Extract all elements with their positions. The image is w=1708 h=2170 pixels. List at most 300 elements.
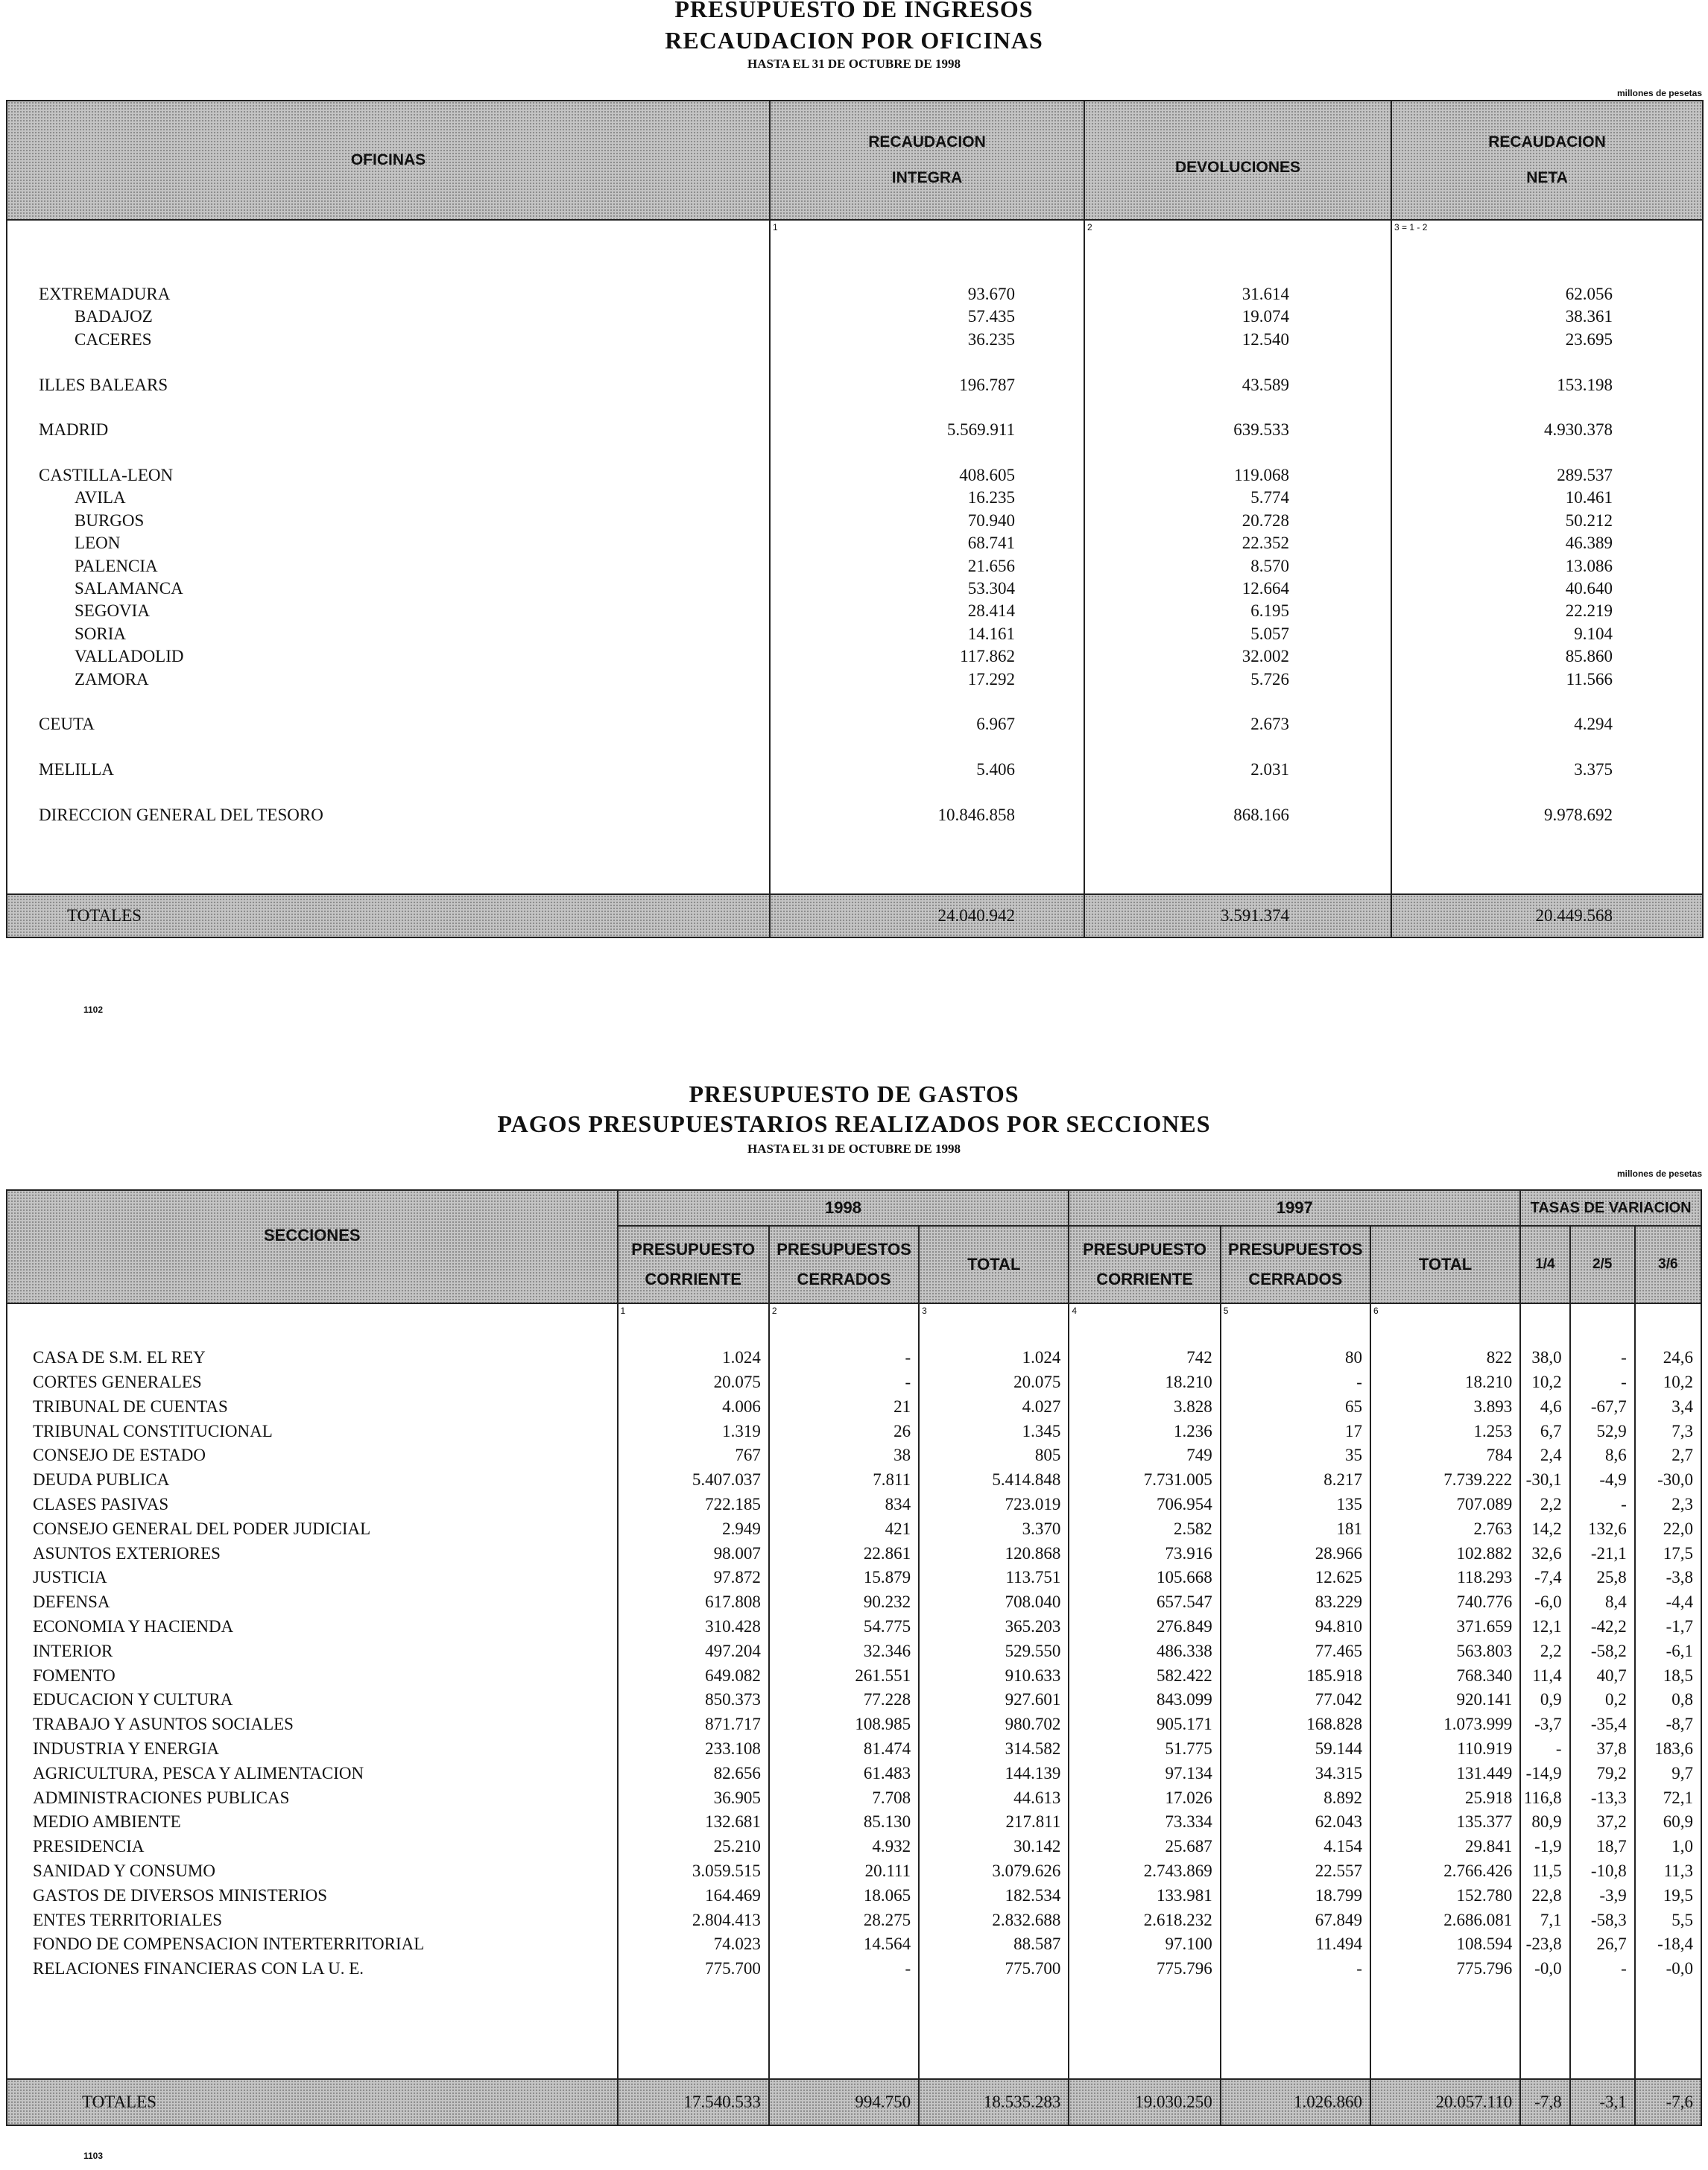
pres-cerrados-1997: 8.892 <box>1221 1785 1370 1810</box>
col-number: 1 <box>770 220 1084 238</box>
col-number: 2 <box>1084 220 1391 238</box>
tasa-2-5: 79,2 <box>1570 1761 1635 1785</box>
pres-corriente-1997: 18.210 <box>1069 1370 1220 1395</box>
table-row <box>7 713 1703 736</box>
pres-cerrados-1997: 11.494 <box>1221 1932 1370 1957</box>
pres-corriente-1998: 98.007 <box>618 1541 769 1566</box>
pres-corriente-1997: 657.547 <box>1069 1590 1220 1615</box>
tasa-1-4: 0,9 <box>1520 1688 1569 1712</box>
pres-cerrados-1998: 834 <box>769 1493 919 1517</box>
total-1998: 775.700 <box>919 1957 1069 1981</box>
page-number: 1102 <box>83 1005 104 1015</box>
table-row <box>7 1883 1701 1908</box>
table-row <box>7 1516 1701 1541</box>
tasa-1-4: 80,9 <box>1520 1810 1569 1835</box>
seccion-name: ECONOMIA Y HACIENDA <box>7 1615 618 1639</box>
pres-cerrados-1997: 18.799 <box>1221 1883 1370 1908</box>
pres-corriente-1998: 767 <box>618 1443 769 1468</box>
tasa-2-5: - <box>1570 1370 1635 1395</box>
table-row <box>7 578 1703 600</box>
col-number: 4 <box>1069 1303 1220 1321</box>
tasa-2-5: - <box>1570 1493 1635 1517</box>
oficina-name: AVILA <box>7 487 770 509</box>
recaudacion-integra: 14.161 <box>770 623 1084 645</box>
recaudacion-integra: 36.235 <box>770 329 1084 351</box>
col-number: 5 <box>1221 1303 1370 1321</box>
table-row <box>7 1932 1701 1957</box>
gastos-table <box>6 1189 1702 2126</box>
pres-corriente-1997: 97.100 <box>1069 1932 1220 1957</box>
seccion-name: SANIDAD Y CONSUMO <box>7 1859 618 1884</box>
header-tasa-1-4: 1/4 <box>1520 1226 1569 1303</box>
pres-corriente-1998: 25.210 <box>618 1835 769 1859</box>
pres-corriente-1998: 82.656 <box>618 1761 769 1785</box>
pres-cerrados-1997: - <box>1221 1957 1370 1981</box>
table-row <box>7 1615 1701 1639</box>
pres-cerrados-1998: - <box>769 1957 919 1981</box>
devoluciones: 20.728 <box>1084 510 1391 532</box>
pres-corriente-1998: 1.319 <box>618 1419 769 1443</box>
total-1998: 5.414.848 <box>919 1468 1069 1493</box>
seccion-name: TRIBUNAL CONSTITUCIONAL <box>7 1419 618 1443</box>
recaudacion-integra: 10.846.858 <box>770 804 1084 826</box>
recaudacion-neta: 3.375 <box>1391 759 1703 781</box>
pres-cerrados-1997: 8.217 <box>1221 1468 1370 1493</box>
pres-cerrados-1997: 34.315 <box>1221 1761 1370 1785</box>
devoluciones: 5.726 <box>1084 668 1391 690</box>
devoluciones: 5.057 <box>1084 623 1391 645</box>
total-1998: 723.019 <box>919 1493 1069 1517</box>
pres-cerrados-1998: 26 <box>769 1419 919 1443</box>
pres-corriente-1998: 775.700 <box>618 1957 769 1981</box>
table-row <box>7 1346 1701 1370</box>
pres-corriente-1998: 36.905 <box>618 1785 769 1810</box>
total-1997: 102.882 <box>1370 1541 1520 1566</box>
header-total-1998: TOTAL <box>919 1226 1069 1303</box>
gastos-unit-note: millones de pesetas <box>1616 1168 1702 1179</box>
total-1998: 314.582 <box>919 1737 1069 1762</box>
pres-cerrados-1998: 54.775 <box>769 1615 919 1639</box>
total-1998: 708.040 <box>919 1590 1069 1615</box>
tasa-2-5: 8,6 <box>1570 1443 1635 1468</box>
total-1997: 775.796 <box>1370 1957 1520 1981</box>
pres-cerrados-1998: 90.232 <box>769 1590 919 1615</box>
total-1998: 20.075 <box>919 1370 1069 1395</box>
tasa-3-6: -18,4 <box>1635 1932 1701 1957</box>
table-row <box>7 645 1703 668</box>
tasa-3-6: 11,3 <box>1635 1859 1701 1884</box>
seccion-name: FONDO DE COMPENSACION INTERTERRITORIAL <box>7 1932 618 1957</box>
tasa-2-5: 37,2 <box>1570 1810 1635 1835</box>
tasa-2-5: -4,9 <box>1570 1468 1635 1493</box>
devoluciones: 119.068 <box>1084 464 1391 487</box>
pres-cerrados-1998: 77.228 <box>769 1688 919 1712</box>
pres-corriente-1998: 850.373 <box>618 1688 769 1712</box>
tasa-1-4: -1,9 <box>1520 1835 1569 1859</box>
devoluciones: 12.540 <box>1084 329 1391 351</box>
pres-corriente-1998: 233.108 <box>618 1737 769 1762</box>
table-row <box>7 373 1703 396</box>
tasa-2-5: -58,3 <box>1570 1908 1635 1932</box>
table-row <box>7 1443 1701 1468</box>
pres-cerrados-1998: 28.275 <box>769 1908 919 1932</box>
tasa-3-6: 2,7 <box>1635 1443 1701 1468</box>
devoluciones: 2.031 <box>1084 759 1391 781</box>
pres-cerrados-1997: 80 <box>1221 1346 1370 1370</box>
tasa-3-6: -6,1 <box>1635 1639 1701 1663</box>
total-1998: 529.550 <box>919 1639 1069 1663</box>
tasa-2-5: -13,3 <box>1570 1785 1635 1810</box>
tasa-2-5: -42,2 <box>1570 1615 1635 1639</box>
pres-corriente-1998: 164.469 <box>618 1883 769 1908</box>
tasa-2-5: -35,4 <box>1570 1712 1635 1737</box>
tasa-2-5: -58,2 <box>1570 1639 1635 1663</box>
table-row <box>7 1493 1701 1517</box>
tasa-3-6: 3,4 <box>1635 1394 1701 1419</box>
devoluciones: 32.002 <box>1084 645 1391 668</box>
devoluciones: 31.614 <box>1084 283 1391 306</box>
devoluciones: 22.352 <box>1084 532 1391 554</box>
total-total-1997: 20.057.110 <box>1370 2079 1520 2125</box>
pres-cerrados-1997: 28.966 <box>1221 1541 1370 1566</box>
totals-label: TOTALES <box>7 2079 618 2125</box>
total-1998: 3.079.626 <box>919 1859 1069 1884</box>
table-row <box>7 1370 1701 1395</box>
pres-corriente-1997: 2.582 <box>1069 1516 1220 1541</box>
seccion-name: ASUNTOS EXTERIORES <box>7 1541 618 1566</box>
header-recaudacion-neta: RECAUDACION NETA <box>1391 101 1703 220</box>
tasa-3-6: 2,3 <box>1635 1493 1701 1517</box>
pres-corriente-1997: 276.849 <box>1069 1615 1220 1639</box>
recaudacion-neta: 23.695 <box>1391 329 1703 351</box>
tasa-1-4: 2,2 <box>1520 1639 1569 1663</box>
table-row <box>7 759 1703 781</box>
recaudacion-integra: 5.569.911 <box>770 419 1084 441</box>
header-pres-cerrados-1998: PRESUPUESTOS CERRADOS <box>769 1226 919 1303</box>
pres-corriente-1998: 4.006 <box>618 1394 769 1419</box>
pres-corriente-1998: 2.949 <box>618 1516 769 1541</box>
pres-corriente-1998: 617.808 <box>618 1590 769 1615</box>
total-tasa-3-6: -7,6 <box>1635 2079 1701 2125</box>
total-1997: 29.841 <box>1370 1835 1520 1859</box>
tasa-3-6: 10,2 <box>1635 1370 1701 1395</box>
pres-cerrados-1997: 35 <box>1221 1443 1370 1468</box>
tasa-2-5: 25,8 <box>1570 1566 1635 1590</box>
pres-corriente-1998: 5.407.037 <box>618 1468 769 1493</box>
oficina-group-name: EXTREMADURA <box>7 283 770 306</box>
pres-corriente-1997: 133.981 <box>1069 1883 1220 1908</box>
tasa-2-5: - <box>1570 1957 1635 1981</box>
total-total-1998: 18.535.283 <box>919 2079 1069 2125</box>
tasa-2-5: 40,7 <box>1570 1663 1635 1688</box>
recaudacion-neta: 4.930.378 <box>1391 419 1703 441</box>
recaudacion-integra: 196.787 <box>770 373 1084 396</box>
oficina-group-name: CASTILLA-LEON <box>7 464 770 487</box>
recaudacion-integra: 17.292 <box>770 668 1084 690</box>
total-1997: 2.766.426 <box>1370 1859 1520 1884</box>
pres-corriente-1997: 742 <box>1069 1346 1220 1370</box>
total-1998: 144.139 <box>919 1761 1069 1785</box>
devoluciones: 19.074 <box>1084 306 1391 328</box>
recaudacion-neta: 289.537 <box>1391 464 1703 487</box>
pres-cerrados-1998: 61.483 <box>769 1761 919 1785</box>
seccion-name: PRESIDENCIA <box>7 1835 618 1859</box>
pres-corriente-1998: 871.717 <box>618 1712 769 1737</box>
header-recaudacion-integra: RECAUDACION INTEGRA <box>770 101 1084 220</box>
tasa-1-4: 14,2 <box>1520 1516 1569 1541</box>
col-number: 3 <box>919 1303 1069 1321</box>
seccion-name: ADMINISTRACIONES PUBLICAS <box>7 1785 618 1810</box>
seccion-name: CONSEJO GENERAL DEL PODER JUDICIAL <box>7 1516 618 1541</box>
tasa-1-4: 11,4 <box>1520 1663 1569 1688</box>
total-1997: 740.776 <box>1370 1590 1520 1615</box>
total-pres-cerrados-1998: 994.750 <box>769 2079 919 2125</box>
total-1998: 3.370 <box>919 1516 1069 1541</box>
pres-corriente-1997: 97.134 <box>1069 1761 1220 1785</box>
recaudacion-neta: 10.461 <box>1391 487 1703 509</box>
total-1998: 113.751 <box>919 1566 1069 1590</box>
total-1998: 980.702 <box>919 1712 1069 1737</box>
recaudacion-neta: 13.086 <box>1391 554 1703 577</box>
total-1998: 88.587 <box>919 1932 1069 1957</box>
tasa-2-5: 18,7 <box>1570 1835 1635 1859</box>
oficina-name: PALENCIA <box>7 554 770 577</box>
table-row <box>7 419 1703 441</box>
oficina-name: CACERES <box>7 329 770 351</box>
tasa-1-4: 32,6 <box>1520 1541 1569 1566</box>
total-1998: 365.203 <box>919 1615 1069 1639</box>
pres-cerrados-1997: 168.828 <box>1221 1712 1370 1737</box>
total-1997: 108.594 <box>1370 1932 1520 1957</box>
devoluciones: 43.589 <box>1084 373 1391 396</box>
total-1997: 371.659 <box>1370 1615 1520 1639</box>
table-row <box>7 510 1703 532</box>
recaudacion-neta: 46.389 <box>1391 532 1703 554</box>
tasa-1-4: 11,5 <box>1520 1859 1569 1884</box>
tasa-1-4: -23,8 <box>1520 1932 1569 1957</box>
total-1997: 920.141 <box>1370 1688 1520 1712</box>
seccion-name: DEFENSA <box>7 1590 618 1615</box>
table-row <box>7 329 1703 351</box>
tasa-2-5: -3,9 <box>1570 1883 1635 1908</box>
pres-corriente-1998: 74.023 <box>618 1932 769 1957</box>
ingresos-body <box>7 238 1703 894</box>
pres-cerrados-1997: 77.465 <box>1221 1639 1370 1663</box>
header-tasas: TASAS DE VARIACION <box>1520 1190 1701 1226</box>
table-row <box>7 1785 1701 1810</box>
oficina-group-name: DIRECCION GENERAL DEL TESORO <box>7 804 770 826</box>
header-tasa-2-5: 2/5 <box>1570 1226 1635 1303</box>
pres-corriente-1997: 582.422 <box>1069 1663 1220 1688</box>
table-row <box>7 1688 1701 1712</box>
tasa-1-4: 116,8 <box>1520 1785 1569 1810</box>
oficina-name: BURGOS <box>7 510 770 532</box>
total-pres-cerrados-1997: 1.026.860 <box>1221 2079 1370 2125</box>
totals-row <box>7 2079 1701 2125</box>
pres-corriente-1997: 17.026 <box>1069 1785 1220 1810</box>
pres-corriente-1997: 843.099 <box>1069 1688 1220 1712</box>
total-1997: 822 <box>1370 1346 1520 1370</box>
seccion-name: RELACIONES FINANCIERAS CON LA U. E. <box>7 1957 618 1981</box>
table-row <box>7 1566 1701 1590</box>
col-number: 6 <box>1370 1303 1520 1321</box>
pres-cerrados-1997: 67.849 <box>1221 1908 1370 1932</box>
pres-cerrados-1998: 7.811 <box>769 1468 919 1493</box>
pres-corriente-1997: 486.338 <box>1069 1639 1220 1663</box>
col-number: 3 = 1 - 2 <box>1391 220 1703 238</box>
pres-cerrados-1998: 18.065 <box>769 1883 919 1908</box>
total-1998: 217.811 <box>919 1810 1069 1835</box>
table-row <box>7 1590 1701 1615</box>
tasa-1-4: 10,2 <box>1520 1370 1569 1395</box>
pres-cerrados-1998: 22.861 <box>769 1541 919 1566</box>
tasa-3-6: -1,7 <box>1635 1615 1701 1639</box>
oficina-group-name: ILLES BALEARS <box>7 373 770 396</box>
total-1997: 18.210 <box>1370 1370 1520 1395</box>
table-row <box>7 668 1703 690</box>
pres-corriente-1998: 3.059.515 <box>618 1859 769 1884</box>
pres-cerrados-1997: 62.043 <box>1221 1810 1370 1835</box>
recaudacion-integra: 70.940 <box>770 510 1084 532</box>
total-1998: 1.024 <box>919 1346 1069 1370</box>
tasa-1-4: -0,0 <box>1520 1957 1569 1981</box>
pres-cerrados-1997: 59.144 <box>1221 1737 1370 1762</box>
table-row <box>7 1957 1701 1981</box>
recaudacion-neta: 85.860 <box>1391 645 1703 668</box>
recaudacion-integra: 21.656 <box>770 554 1084 577</box>
devoluciones: 12.664 <box>1084 578 1391 600</box>
pres-cerrados-1998: 421 <box>769 1516 919 1541</box>
total-1997: 25.918 <box>1370 1785 1520 1810</box>
header-pres-cerrados-1997: PRESUPUESTOS CERRADOS <box>1221 1226 1370 1303</box>
total-1997: 1.073.999 <box>1370 1712 1520 1737</box>
page-number: 1103 <box>83 2151 104 2161</box>
pres-corriente-1997: 51.775 <box>1069 1737 1220 1762</box>
seccion-name: TRABAJO Y ASUNTOS SOCIALES <box>7 1712 618 1737</box>
pres-cerrados-1997: 181 <box>1221 1516 1370 1541</box>
total-1998: 927.601 <box>919 1688 1069 1712</box>
total-integra: 24.040.942 <box>770 894 1084 937</box>
pres-corriente-1998: 722.185 <box>618 1493 769 1517</box>
tasa-3-6: 17,5 <box>1635 1541 1701 1566</box>
header-pres-corriente-1998: PRESUPUESTO CORRIENTE <box>618 1226 769 1303</box>
total-1998: 44.613 <box>919 1785 1069 1810</box>
pres-cerrados-1998: - <box>769 1346 919 1370</box>
recaudacion-integra: 53.304 <box>770 578 1084 600</box>
pres-cerrados-1997: - <box>1221 1370 1370 1395</box>
tasa-2-5: 0,2 <box>1570 1688 1635 1712</box>
pres-corriente-1997: 775.796 <box>1069 1957 1220 1981</box>
totals-label: TOTALES <box>7 894 770 937</box>
gastos-date: HASTA EL 31 DE OCTUBRE DE 1998 <box>747 1142 961 1156</box>
pres-cerrados-1998: - <box>769 1370 919 1395</box>
total-1997: 784 <box>1370 1443 1520 1468</box>
total-1998: 30.142 <box>919 1835 1069 1859</box>
pres-corriente-1997: 7.731.005 <box>1069 1468 1220 1493</box>
total-1997: 2.763 <box>1370 1516 1520 1541</box>
table-row <box>7 283 1703 306</box>
seccion-name: MEDIO AMBIENTE <box>7 1810 618 1835</box>
header-1998: 1998 <box>618 1190 1069 1226</box>
tasa-2-5: -10,8 <box>1570 1859 1635 1884</box>
tasa-1-4: -14,9 <box>1520 1761 1569 1785</box>
total-1998: 805 <box>919 1443 1069 1468</box>
pres-cerrados-1998: 32.346 <box>769 1639 919 1663</box>
pres-corriente-1997: 2.743.869 <box>1069 1859 1220 1884</box>
total-1997: 110.919 <box>1370 1737 1520 1762</box>
tasa-3-6: 9,7 <box>1635 1761 1701 1785</box>
pres-corriente-1998: 310.428 <box>618 1615 769 1639</box>
pres-corriente-1998: 649.082 <box>618 1663 769 1688</box>
tasa-3-6: 72,1 <box>1635 1785 1701 1810</box>
tasa-3-6: 5,5 <box>1635 1908 1701 1932</box>
table-row <box>7 306 1703 328</box>
tasa-1-4: - <box>1520 1737 1569 1762</box>
pres-cerrados-1998: 15.879 <box>769 1566 919 1590</box>
table-row <box>7 1810 1701 1835</box>
recaudacion-neta: 4.294 <box>1391 713 1703 736</box>
table-row <box>7 554 1703 577</box>
tasa-2-5: -67,7 <box>1570 1394 1635 1419</box>
seccion-name: AGRICULTURA, PESCA Y ALIMENTACION <box>7 1761 618 1785</box>
tasa-3-6: -8,7 <box>1635 1712 1701 1737</box>
recaudacion-integra: 408.605 <box>770 464 1084 487</box>
pres-cerrados-1998: 38 <box>769 1443 919 1468</box>
recaudacion-neta: 40.640 <box>1391 578 1703 600</box>
devoluciones: 8.570 <box>1084 554 1391 577</box>
oficina-group-name: MELILLA <box>7 759 770 781</box>
tasa-2-5: 26,7 <box>1570 1932 1635 1957</box>
tasa-2-5: - <box>1570 1346 1635 1370</box>
table-row <box>7 1468 1701 1493</box>
total-1998: 120.868 <box>919 1541 1069 1566</box>
pres-corriente-1998: 20.075 <box>618 1370 769 1395</box>
pres-cerrados-1997: 83.229 <box>1221 1590 1370 1615</box>
pres-cerrados-1997: 185.918 <box>1221 1663 1370 1688</box>
total-1997: 768.340 <box>1370 1663 1520 1688</box>
total-pres-corriente-1998: 17.540.533 <box>618 2079 769 2125</box>
pres-cerrados-1997: 22.557 <box>1221 1859 1370 1884</box>
seccion-name: CLASES PASIVAS <box>7 1493 618 1517</box>
pres-corriente-1997: 706.954 <box>1069 1493 1220 1517</box>
col-number: 2 <box>769 1303 919 1321</box>
seccion-name: CORTES GENERALES <box>7 1370 618 1395</box>
oficina-name: LEON <box>7 532 770 554</box>
table-row <box>7 464 1703 487</box>
total-1998: 910.633 <box>919 1663 1069 1688</box>
tasa-1-4: -7,4 <box>1520 1566 1569 1590</box>
ingresos-title: PRESUPUESTO DE INGRESOS <box>674 0 1034 22</box>
total-1998: 182.534 <box>919 1883 1069 1908</box>
total-tasa-1-4: -7,8 <box>1520 2079 1569 2125</box>
tasa-3-6: -3,8 <box>1635 1566 1701 1590</box>
seccion-name: FOMENTO <box>7 1663 618 1688</box>
pres-cerrados-1998: 20.111 <box>769 1859 919 1884</box>
pres-cerrados-1997: 4.154 <box>1221 1835 1370 1859</box>
gastos-subtitle: PAGOS PRESUPUESTARIOS REALIZADOS POR SECCIONES <box>497 1110 1211 1137</box>
seccion-name: DEUDA PUBLICA <box>7 1468 618 1493</box>
oficina-group-name: MADRID <box>7 419 770 441</box>
recaudacion-neta: 62.056 <box>1391 283 1703 306</box>
tasa-2-5: 52,9 <box>1570 1419 1635 1443</box>
devoluciones: 639.533 <box>1084 419 1391 441</box>
tasa-3-6: 1,0 <box>1635 1835 1701 1859</box>
table-row <box>7 1835 1701 1859</box>
total-1997: 152.780 <box>1370 1883 1520 1908</box>
tasa-1-4: 7,1 <box>1520 1908 1569 1932</box>
pres-cerrados-1997: 135 <box>1221 1493 1370 1517</box>
tasa-3-6: -4,4 <box>1635 1590 1701 1615</box>
